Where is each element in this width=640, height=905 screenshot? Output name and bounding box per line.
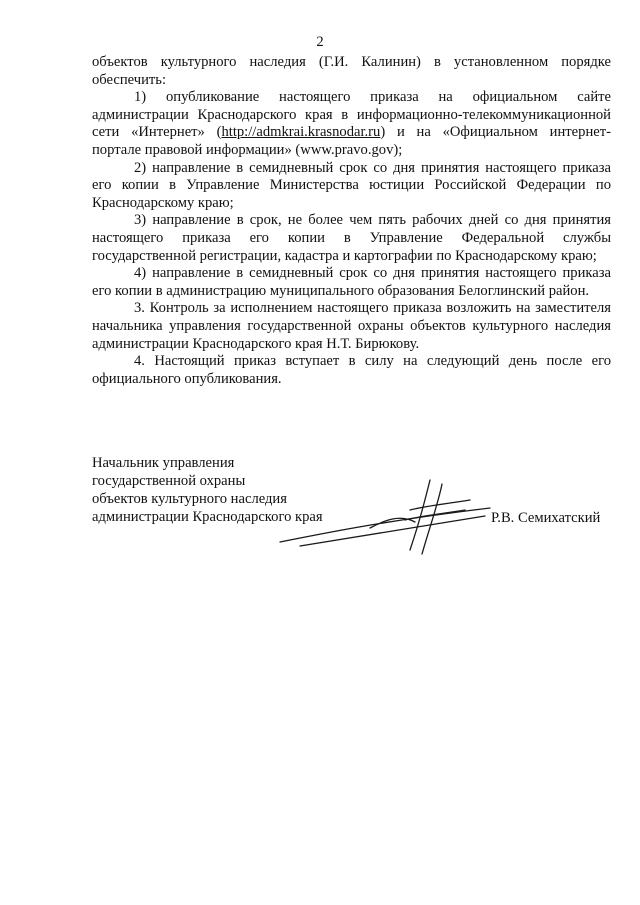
handwritten-signature xyxy=(270,470,500,560)
paragraph-item-1-text-b: ) и на «Официальном интернет-портале правовой информации» (www.pravo.gov); xyxy=(92,124,611,158)
paragraph-control: 3. Контроль за исполнением настоящего приказа возложить на заместителя начальника управления государственной охраны объектов культурного наследия администрации Краснодарского края Н.Т. Бирюкову. xyxy=(92,300,611,352)
paragraph-intro: объектов культурного наследия (Г.И. Калинин) в установленном порядке обеспечить: xyxy=(92,54,611,88)
paragraph-item-1-text-a: 1) опубликование настоящего приказа на официальном сайте администрации Краснодарского края в информационно-телекоммуникационной сети «Интернет» ( xyxy=(92,89,611,141)
signatory-name: Р.В. Семихатский xyxy=(491,510,601,526)
paragraph-item-2: 2) направление в семидневный срок со дня принятия настоящего приказа его копии в Управление Министерства юстиции Российской Федерации по Краснодарскому краю; xyxy=(92,159,611,211)
paragraph-item-1 xyxy=(92,89,611,159)
paragraph-item-3: 3) направление в срок, не более чем пять рабочих дней со дня принятия настоящего приказа его копии в Управление Федеральной службы государственной регистрации, кадастра и картографии по Краснодарскому краю; xyxy=(92,212,611,264)
website-link[interactable]: http://admkrai.krasnodar.ru xyxy=(221,124,381,141)
paragraph-item-4: 4) направление в семидневный срок со дня принятия настоящего приказа его копии в администрацию муниципального образования Белоглинский район. xyxy=(92,265,611,299)
signatory-title-line: объектов культурного наследия xyxy=(92,491,287,507)
signatory-title-line: государственной охраны xyxy=(92,473,246,489)
signatory-title-line: администрации Краснодарского края xyxy=(92,509,323,525)
paragraph-effect: 4. Настоящий приказ вступает в силу на следующий день после его официального опубликования. xyxy=(92,353,611,387)
document-body xyxy=(92,54,611,388)
page-number: 2 xyxy=(316,34,324,50)
signatory-title-line: Начальник управления xyxy=(92,455,235,471)
